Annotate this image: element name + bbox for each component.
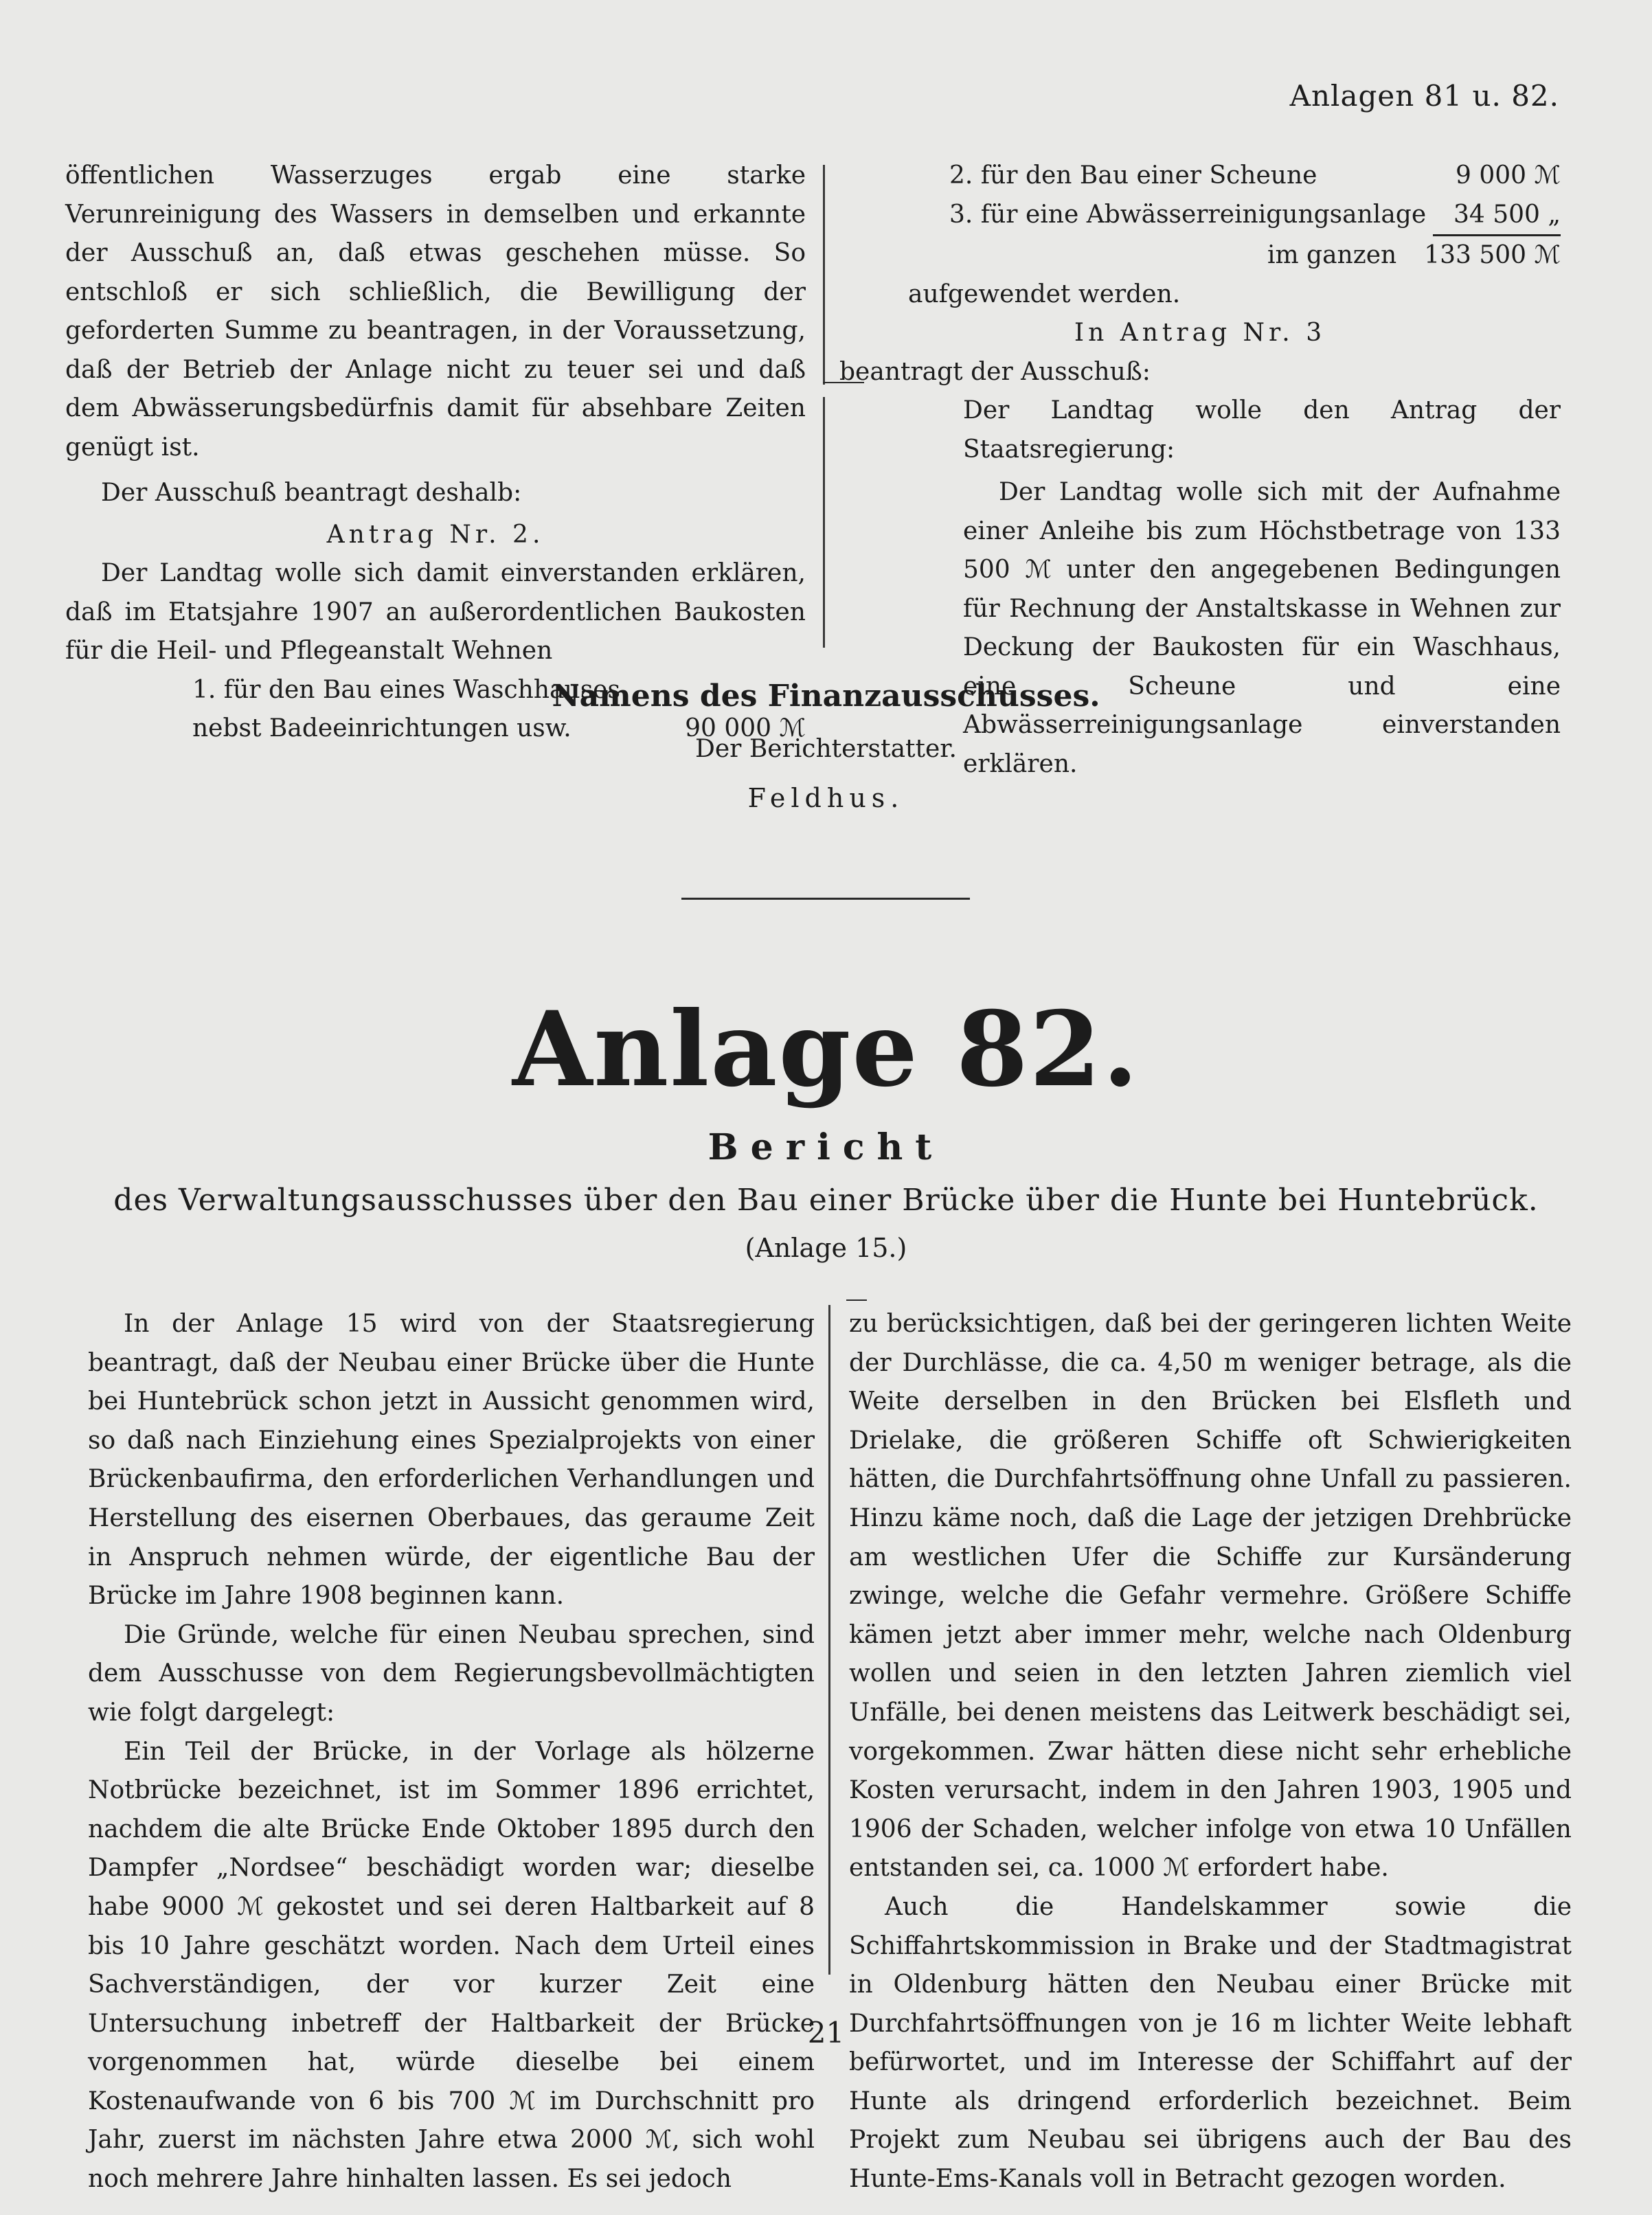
total-row xyxy=(839,236,1561,275)
antrag-heading: Antrag Nr. 2. xyxy=(326,520,545,549)
bericht-heading: Bericht xyxy=(708,1126,944,1168)
antrag-text: Der Landtag wolle sich damit einverstanden erklären, daß im Etatsjahre 1907 an außerordentlichen Baukosten für die Heil- und Pflegeanstalt Wehnen xyxy=(65,559,806,665)
running-head: Anlagen 81 u. 82. xyxy=(1289,79,1559,113)
paragraph: öffentlichen Wasserzuges ergab eine starke Verunreinigung des Wassers in demselben und erkannte der Ausschuß an, daß etwas geschehen müsse. So entschloß er sich schließlich, die Bewilligung der geforderten Summe zu beantragen, in der Voraussetzung, daß der Betrieb der Anlage nicht zu teuer sei und daß dem Abwässerungsbedürfnis damit für absehbare Zeiten genügt ist. xyxy=(65,161,806,462)
paragraph: Der Ausschuß beantragt deshalb: xyxy=(101,479,522,507)
quoted-antrag: Der Landtag wolle sich mit der Aufnahme einer Anleihe bis zum Höchstbetrage von 133 500 ℳ unter den angegebenen Bedingungen für Rechnung der Anstaltskasse in Wehnen zur Deckung der Baukosten für ein Waschhaus, eine Scheune und eine Abwässerreinigungsanlage einverstanden erklären. xyxy=(963,478,1561,778)
paragraph: beantragt der Ausschuß: xyxy=(839,357,1151,386)
item-label: 3. für eine Abwässerreinigungsanlage xyxy=(949,200,1427,229)
anlage-title: Anlage 82. xyxy=(512,989,1140,1110)
paragraph: Ein Teil der Brücke, in der Vorlage als hölzerne Notbrücke bezeichnet, ist im Sommer 1896 errichtet, nachdem die alte Brücke Ende Oktober 1895 durch den Dampfer „Nordsee“ beschädigt worden war; dieselbe habe 9000 ℳ gekostet und sei deren Haltbarkeit auf 8 bis 10 Jahre geschätzt worden. Nach dem Urteil eines Sachverständigen, der vor kurzer Zeit eine Untersuchung inbetreff der Haltbarkeit der Brücke vorgenommen hat, würde dieselbe bei einem Kostenaufwande von 6 bis 700 ℳ im Durchschnitt pro Jahr, zuerst im nächsten Jahre etwa 2000 ℳ, sich wohl noch mehrere Jahre hinhalten lassen. Es sei jedoch xyxy=(88,1737,815,2194)
bottom-right-column xyxy=(849,1305,1572,2199)
paragraph: zu berücksichtigen, daß bei der geringeren lichten Weite der Durchlässe, die ca. 4,50 m weniger betrage, als die Weite derselben in den Brücken bei Elsfleth und Drielake, die größeren Schiffe oft Schwierigkeiten hätten, die Durchfahrtsöffnung ohne Unfall zu passieren. Hinzu käme noch, daß die Lage der jetzigen Drehbrücke am westlichen Ufer die Schiffe zur Kursänderung zwinge, welche die Gefahr vermehre. Größere Schiffe kämen jetzt aber immer mehr, welche nach Oldenburg wollen und seien in den letzten Jahren ziemlich viel Unfälle, bei denen meistens das Leitwerk beschädigt sei, vorgekommen. Zwar hätten diese nicht sehr erhebliche Kosten verursacht, indem in den Jahren 1903, 1905 und 1906 der Schaden, welcher infolge von etwa 10 Unfällen entstanden sei, ca. 1000 ℳ erfordert habe. xyxy=(849,1310,1572,1883)
report-subtitle: des Verwaltungsausschusses über den Bau einer Brücke über die Hunte bei Huntebrück. xyxy=(113,1183,1539,1218)
column-divider xyxy=(823,397,825,648)
amount-row xyxy=(839,157,1561,196)
paragraph: Der Landtag wolle den Antrag der Staatsregierung: xyxy=(963,396,1561,464)
item-amount: 34 500 „ xyxy=(1433,196,1561,237)
bottom-left-column xyxy=(88,1305,815,2199)
total-label: im ganzen xyxy=(1267,241,1397,269)
page-number: 21 xyxy=(807,2016,845,2049)
item-label: 1. für den Bau eines Waschhauses nebst Badeeinrichtungen usw. xyxy=(192,675,620,742)
antrag-heading: In Antrag Nr. 3 xyxy=(1074,319,1326,347)
committee-signature: Namens des Finanzausschusses. xyxy=(552,679,1100,714)
item-label: 2. für den Bau einer Scheune xyxy=(949,161,1317,190)
divider-line xyxy=(846,1299,867,1301)
column-divider xyxy=(823,165,825,385)
total-amount: 133 500 ℳ xyxy=(1424,241,1561,269)
item-amount: 9 000 ℳ xyxy=(1456,161,1561,190)
signature-name: Feldhus. xyxy=(747,783,905,813)
paragraph: Auch die Handelskammer sowie die Schiffahrtskommission in Brake und der Stadtmagistrat in Oldenburg hätten den Neubau einer Brücke mit Durchfahrtsöffnungen von je 16 m lichter Weite lebhaft befürwortet, und im Interesse der Schiffahrt auf der Hunte als dringend erforderlich bezeichnet. Beim Projekt zum Neubau sei übrigens auch der Bau des Hunte-Ems-Kanals voll in Betracht gezogen worden. xyxy=(849,1892,1572,2194)
paragraph: Die Gründe, welche für einen Neubau sprechen, sind dem Ausschusse von dem Regierungsbevollmächtigten wie folgt dargelegt: xyxy=(88,1620,815,1727)
section-divider xyxy=(681,898,970,900)
paragraph: In der Anlage 15 wird von der Staatsregierung beantragt, daß der Neubau einer Brücke über die Hunte bei Huntebrück schon jetzt in Aussicht genommen wird, so daß nach Einziehung eines Spezialprojekts von einer Brückenbaufirma, den erforderlichen Verhandlungen und Herstellung des eisernen Oberbaues, das geraume Zeit in Anspruch nehmen würde, der eigentliche Bau der Brücke im Jahre 1908 beginnen kann. xyxy=(88,1310,815,1611)
annex-reference: (Anlage 15.) xyxy=(745,1233,907,1263)
signature-role: Der Berichterstatter. xyxy=(695,735,957,763)
paragraph: aufgewendet werden. xyxy=(908,280,1181,308)
column-divider xyxy=(828,1305,830,1975)
top-left-column xyxy=(65,157,806,749)
item-amount: 90 000 ℳ xyxy=(685,714,806,742)
amount-row xyxy=(839,196,1561,237)
